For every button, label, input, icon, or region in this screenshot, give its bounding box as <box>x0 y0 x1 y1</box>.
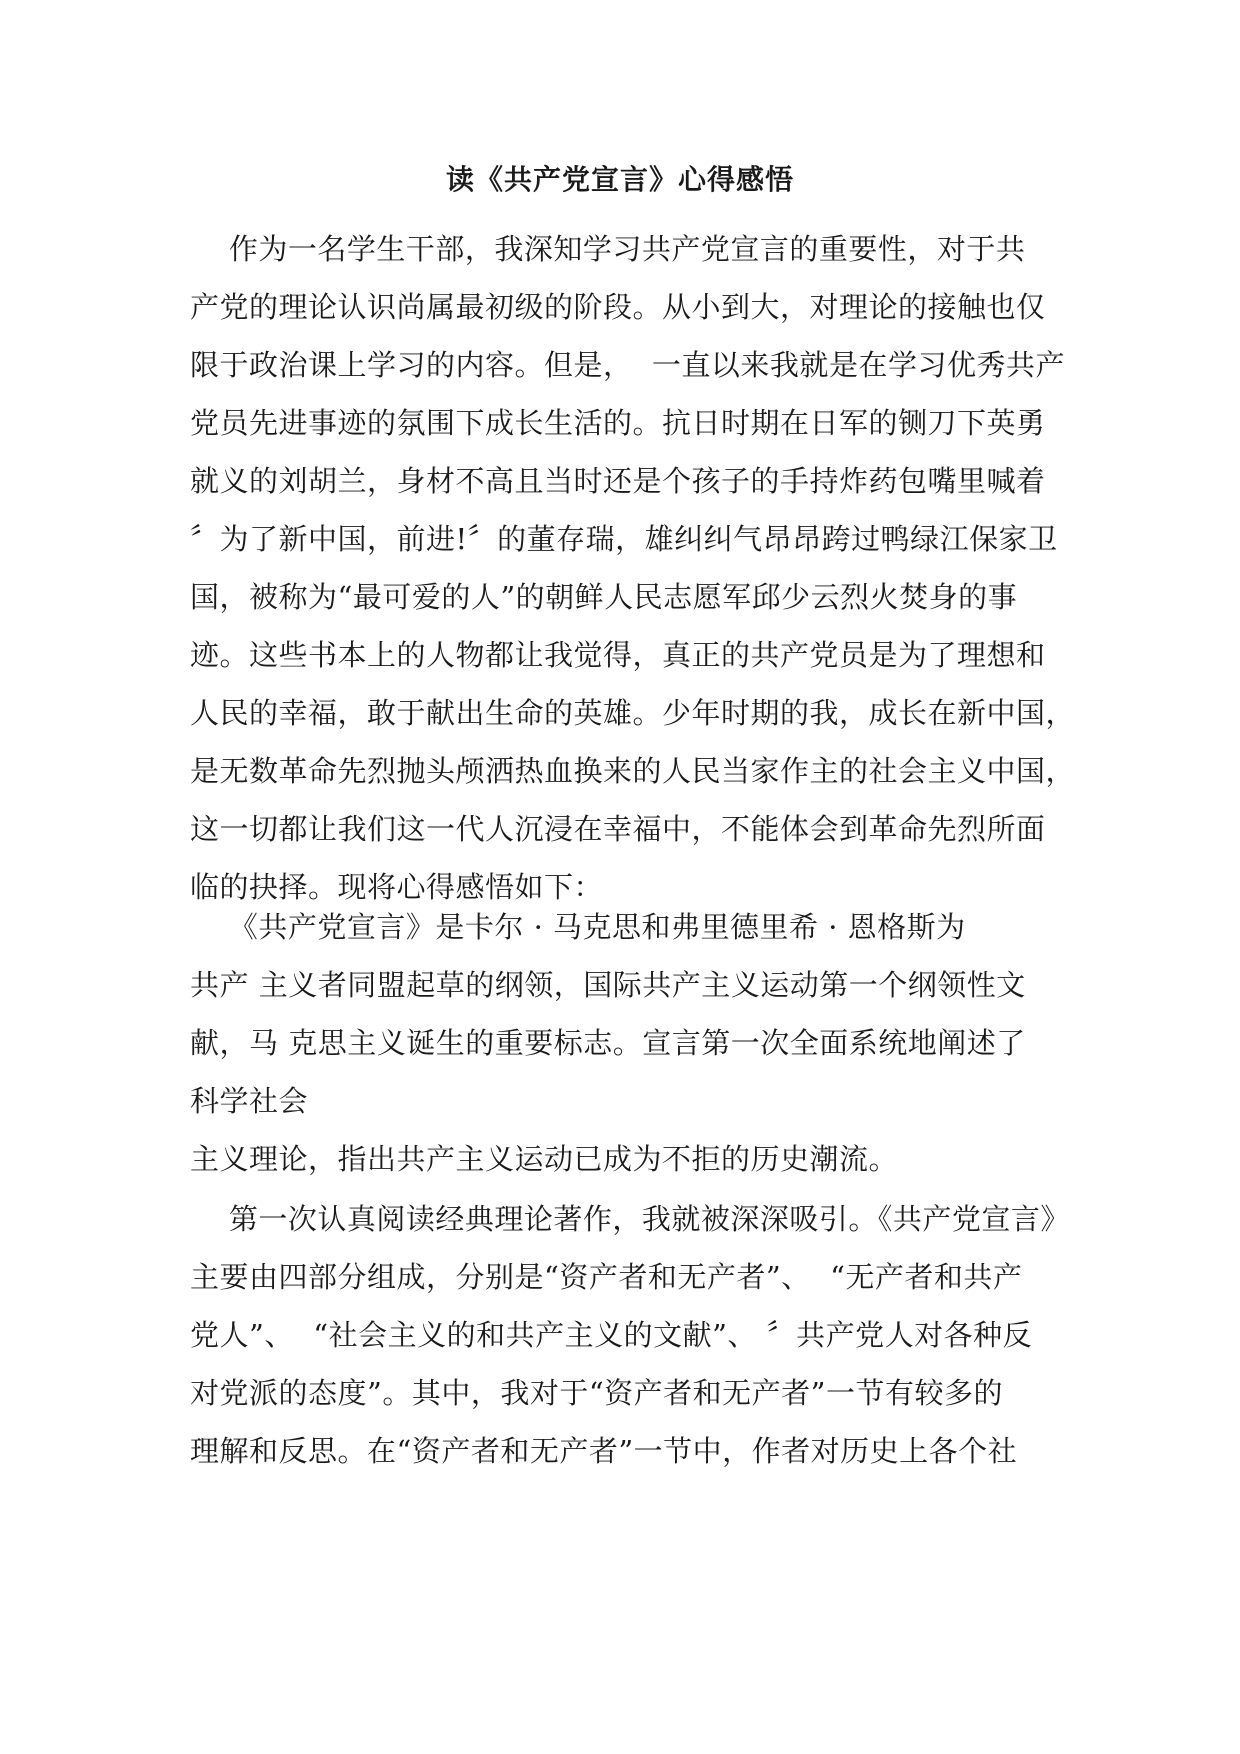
paragraph-line: 党员先进事迹的氛围下成长生活的。抗日时期在日军的铡刀下英勇 <box>190 406 1046 440</box>
paragraph-line: 这一切都让我们这一代人沉浸在幸福中，不能体会到革命先烈所面 <box>190 812 1046 846</box>
paragraph-line: 主要由四部分组成，分别是“资产者和无产者”、 “无产者和共产 <box>190 1260 1023 1294</box>
paragraph-line: 是无数革命先烈抛头颅洒热血换来的人民当家作主的社会主义中国， <box>190 754 1076 788</box>
paragraph-line: 第一次认真阅读经典理论著作，我就被深深吸引。《共产党宣言》 <box>190 1202 1070 1236</box>
paragraph-line: 主义理论，指出共产主义运动已成为不拒的历史潮流。 <box>190 1142 899 1176</box>
paragraph-line: 献，马 克思主义诞生的重要标志。宣言第一次全面系统地阐述了 <box>190 1026 1026 1060</box>
paragraph-line: 迹。这些书本上的人物都让我觉得，真正的共产党员是为了理想和 <box>190 638 1046 672</box>
paragraph-line: 共产 主义者同盟起草的纲领，国际共产主义运动第一个纲领性文 <box>190 968 1026 1002</box>
paragraph-line: 国，被称为“最可爱的人”的朝鲜人民志愿军邱少云烈火焚身的事 <box>190 580 1018 614</box>
paragraph-line: 对党派的态度”。其中，我对于“资产者和无产者”一节有较多的 <box>190 1376 1003 1410</box>
paragraph-1 <box>190 220 1076 916</box>
paragraph-line: 临的抉择。现将心得感悟如下： <box>190 870 604 904</box>
paragraph-line: 理解和反思。在“资产者和无产者”一节中，作者对历史上各个社 <box>190 1434 1018 1468</box>
paragraph-line: 产党的理论认识尚属最初级的阶段。从小到大，对理论的接触也仅 <box>190 290 1046 324</box>
paragraph-line: 〞为了新中国，前进!〞的董存瑞，雄纠纠气昂昂跨过鸭绿江保家卫 <box>190 522 1058 556</box>
document-title: 读《共产党宣言》心得感悟 <box>445 163 794 196</box>
paragraph-line: 科学社会 <box>190 1084 309 1118</box>
paragraph-3 <box>190 1190 1070 1480</box>
paragraph-line: 就义的刘胡兰，身材不高且当时还是个孩子的手持炸药包嘴里喊着 <box>190 464 1046 498</box>
paragraph-line: 《共产党宣言》是卡尔 · 马克思和弗里德里希 · 恩格斯为 <box>190 910 966 944</box>
paragraph-line: 人民的幸福，敢于献出生命的英雄。少年时期的我，成长在新中国， <box>190 696 1076 730</box>
paragraph-2 <box>190 898 1050 1188</box>
paragraph-line: 作为一名学生干部，我深知学习共产党宣言的重要性，对于共 <box>190 232 1026 266</box>
paragraph-line: 党人”、 “社会主义的和共产主义的文献”、 〞共产党人对各种反 <box>190 1318 1033 1352</box>
paragraph-line: 限于政治课上学习的内容。但是， 一直以来我就是在学习优秀共产 <box>190 348 1065 382</box>
